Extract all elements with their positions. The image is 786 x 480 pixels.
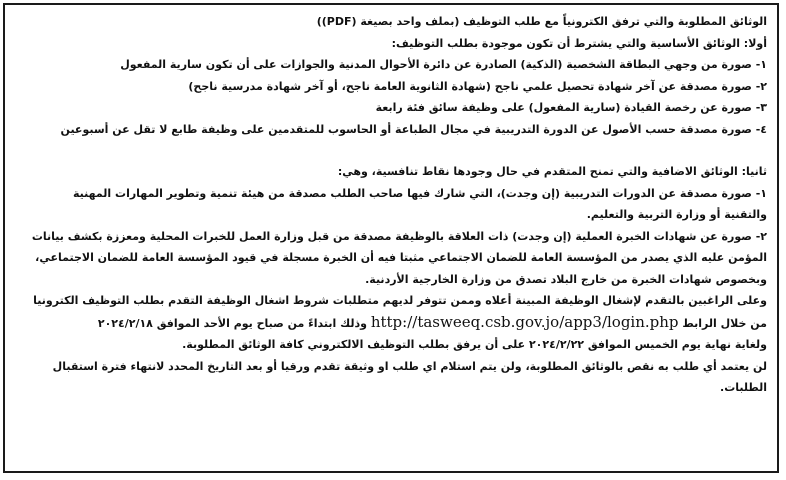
section2-heading: ثانيا: الوثائق الاضافية والتي تمنح المتقدم في حال وجودها نقاط تنافسية، وهي: [337, 165, 767, 178]
section2-item2-line2: المؤمن عليه الذي يصدر من المؤسسة العامة للضمان الاجتماعي مثبتا فيه أن الخبرة مسجلة في قيود المؤسسة العامة للضمان الاجتماعي، [35, 251, 767, 264]
notice-line2: الطلبات. [720, 381, 767, 394]
section1-heading: أولا: الوثائق الأساسية والتي يشترط أن تكون موجودة بطلب التوظيف: [391, 36, 767, 50]
section1-item-1: ١- صورة من وجهي البطاقة الشخصية (الذكية) الصادرة عن دائرة الأحوال المدنية والجوازات على أن تكون سارية المفعول [120, 58, 767, 71]
document-body [5, 5, 777, 399]
application-url-link[interactable]: http://tasweeq.csb.gov.jo/app3/login.php [370, 312, 679, 331]
section1-item-3: ٣- صورة عن رخصة القيادة (سارية المفعول) على وظيفة سائق فئة رابعة [375, 101, 767, 114]
section2-item2-line1: ٢- صورة عن شهادات الخبرة العملية (إن وجدت) ذات العلاقة بالوظيفة مصدقة من قبل وزارة العمل للخبرات المحلية ومعززة بكشف بيانات [31, 229, 767, 243]
application-line3: ولغاية نهاية يوم الخميس الموافق ٢٠٢٤/٢/٢٢ على أن يرفق بطلب التوظيف الالكتروني كافة الوثائق المطلوبة. [182, 338, 767, 351]
application-line1: وعلى الراغبين بالتقدم لإشغال الوظيفة المبينة أعلاه وممن تتوفر لديهم متطلبات شروط اشغال الوظيفة التقدم بطلب التوظيف الكترونيا [33, 294, 767, 307]
section-spacer [15, 140, 767, 161]
document-title: الوثائق المطلوبة والتي ترفق الكترونياً مع طلب التوظيف (بملف واحد بصيغة (PDF)) [316, 15, 767, 28]
application-link-intro: من خلال الرابط [682, 316, 767, 330]
section2-item2-line3: وبخصوص شهادات الخبرة من خارج البلاد تصدق من وزارة الخارجية الأردنية. [365, 272, 767, 286]
notice-line1: لن يعتمد أي طلب به نقص بالوثائق المطلوبة، ولن يتم استلام اي طلب او وثيقة تقدم ورقيا أو بعد التاريخ المحدد لانتهاء فترة استقبال [52, 359, 767, 373]
application-start-date-text: وذلك ابتداءً من صباح يوم الأحد الموافق ٢٠٢٤/٢/١٨ [97, 316, 367, 330]
section2-item1-line2: والتقنية أو وزارة التربية والتعليم. [586, 208, 767, 221]
section2-item1-line1: ١- صورة مصدقة عن الدورات التدريبية (إن وجدت)، التي شارك فيها صاحب الطلب مصدقة من هيئة تنمية وتطوير المهارات المهنية [73, 186, 767, 200]
section1-item-2: ٢- صورة مصدقة عن آخر شهادة تحصيل علمي ناجح (شهادة الثانوية العامة ناجح، أو آخر شهادة مدرسية ناجح) [188, 79, 767, 93]
section1-item-4: ٤- صورة مصدقة حسب الأصول عن الدورة التدريبية في مجال الطباعة أو الحاسوب للمتقدمين على وظيفة طابع لا تقل عن أسبوعين [60, 122, 767, 136]
application-line2 [15, 312, 767, 335]
document-frame [3, 3, 779, 473]
